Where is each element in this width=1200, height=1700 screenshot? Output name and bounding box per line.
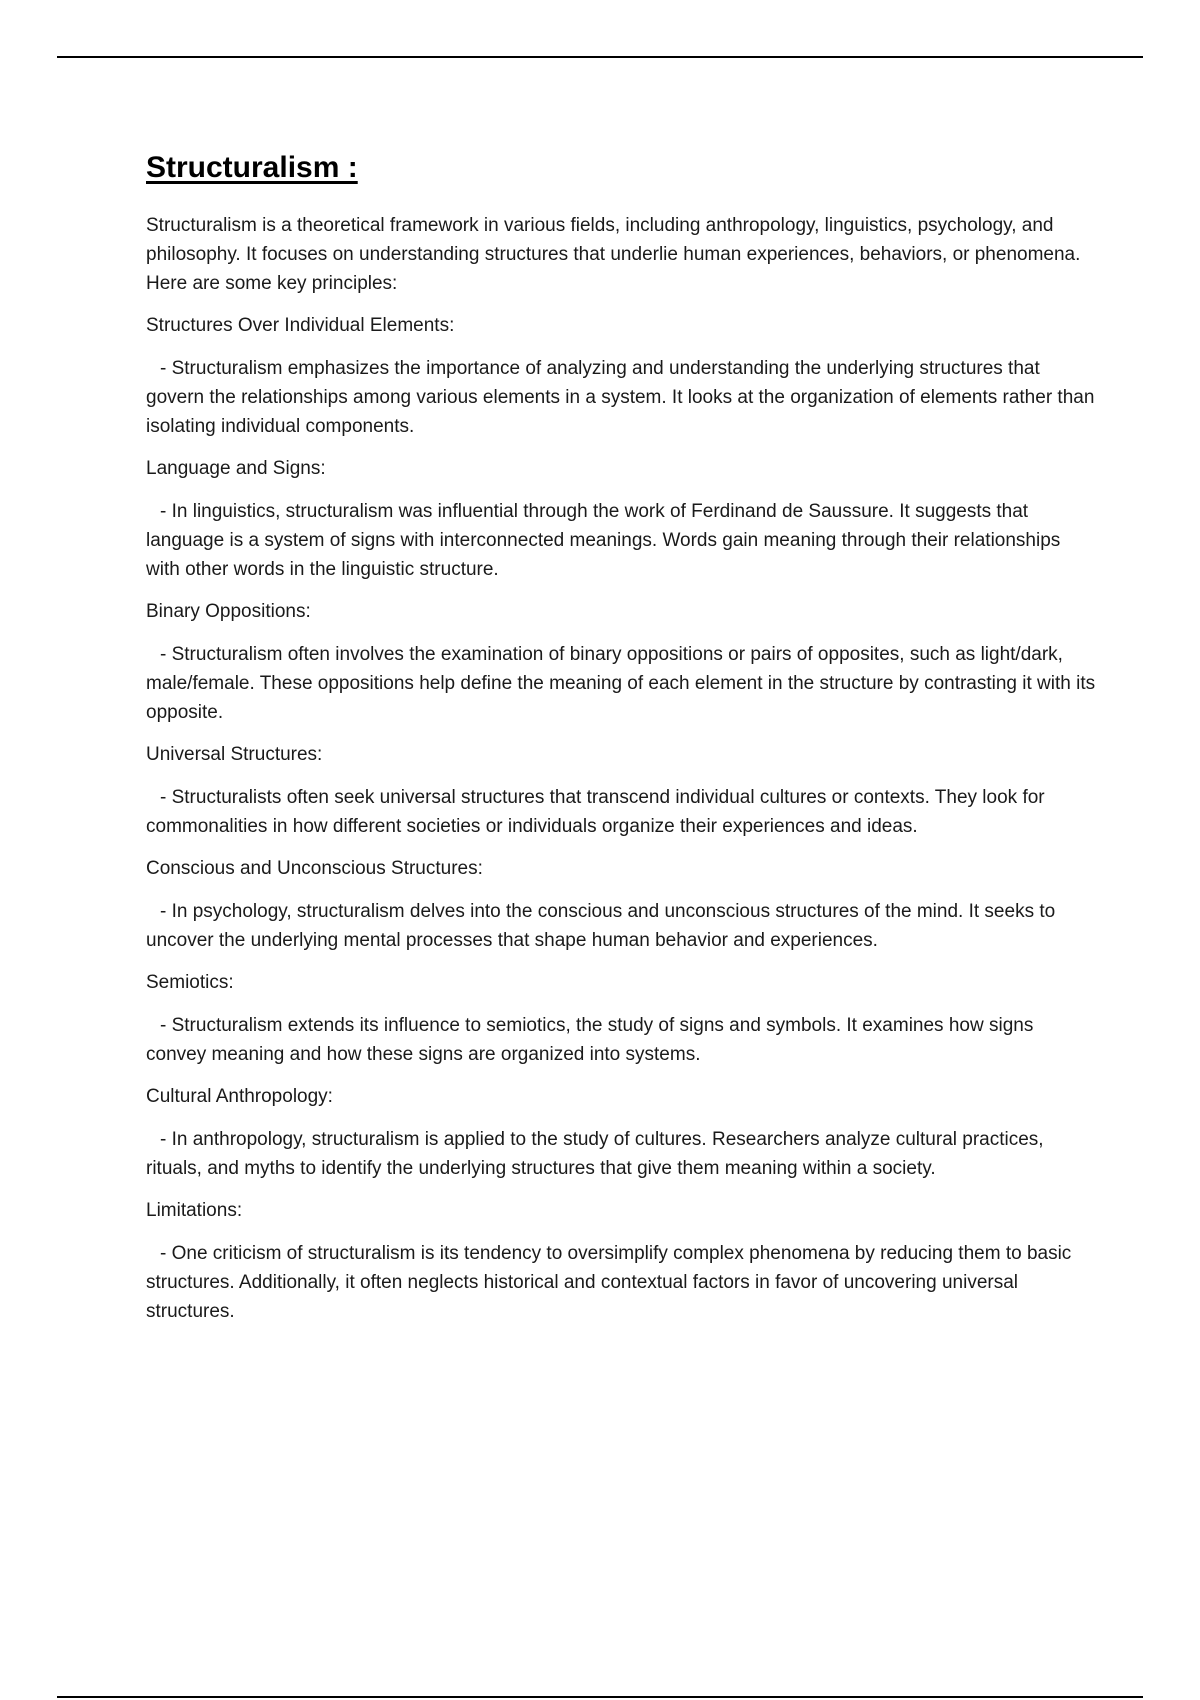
section-binary [146, 597, 1096, 727]
section-body [146, 497, 1096, 584]
document-content [146, 148, 1096, 1339]
section-body [146, 1125, 1096, 1183]
section-heading: Semiotics: [146, 972, 234, 993]
footer-rule [57, 1696, 1143, 1698]
section-semiotics [146, 968, 1096, 1069]
section-anthropology [146, 1082, 1096, 1183]
section-structures [146, 311, 1096, 441]
section-body [146, 897, 1096, 955]
section-body [146, 640, 1096, 727]
section-language [146, 454, 1096, 584]
section-body-text: - Structuralism emphasizes the importance of analyzing and understanding the underlying structures that govern the relationships among various elements in a system. It looks at the organization of elements rather than isolating individual components. [146, 358, 1095, 437]
section-body [146, 1011, 1096, 1069]
section-heading: Limitations: [146, 1200, 243, 1221]
section-heading: Cultural Anthropology: [146, 1086, 333, 1107]
section-body [146, 1239, 1096, 1326]
section-heading: Conscious and Unconscious Structures: [146, 858, 483, 879]
header-rule [57, 56, 1143, 58]
section-universal [146, 740, 1096, 841]
section-body-text: - Structuralism often involves the examination of binary oppositions or pairs of opposites, such as light/dark, male/female. These oppositions help define the meaning of each element in the structure by contrasting it with its opposite. [146, 644, 1096, 723]
document-title: Structuralism : [146, 151, 358, 184]
section-limitations [146, 1196, 1096, 1326]
section-heading: Structures Over Individual Elements: [146, 315, 455, 336]
section-heading: Language and Signs: [146, 458, 326, 479]
intro-paragraph: Structuralism is a theoretical framework in various fields, including anthropology, linguistics, psychology, and philosophy. It focuses on understanding structures that underlie human experiences, behaviors, or phenomena. Here are some key principles: [146, 215, 1081, 294]
section-heading: Universal Structures: [146, 744, 323, 765]
section-body-text: - One criticism of structuralism is its tendency to oversimplify complex phenomena by reducing them to basic structures. Additionally, it often neglects historical and contextual factors in favor of uncovering universal structures. [146, 1243, 1072, 1322]
section-body-text: - In anthropology, structuralism is applied to the study of cultures. Researchers analyze cultural practices, rituals, and myths to identify the underlying structures that give them meaning within a society. [146, 1129, 1044, 1179]
section-conscious [146, 854, 1096, 955]
section-body [146, 354, 1096, 441]
section-body-text: - In linguistics, structuralism was influential through the work of Ferdinand de Saussure. It suggests that language is a system of signs with interconnected meanings. Words gain meaning through their relationships with other words in the linguistic structure. [146, 501, 1061, 580]
section-heading: Binary Oppositions: [146, 601, 311, 622]
section-body-text: - Structuralism extends its influence to semiotics, the study of signs and symbols. It examines how signs convey meaning and how these signs are organized into systems. [146, 1015, 1034, 1065]
section-body [146, 783, 1096, 841]
section-body-text: - In psychology, structuralism delves into the conscious and unconscious structures of the mind. It seeks to uncover the underlying mental processes that shape human behavior and experiences. [146, 901, 1056, 951]
section-body-text: - Structuralists often seek universal structures that transcend individual cultures or contexts. They look for commonalities in how different societies or individuals organize their experiences and ideas. [146, 787, 1045, 837]
